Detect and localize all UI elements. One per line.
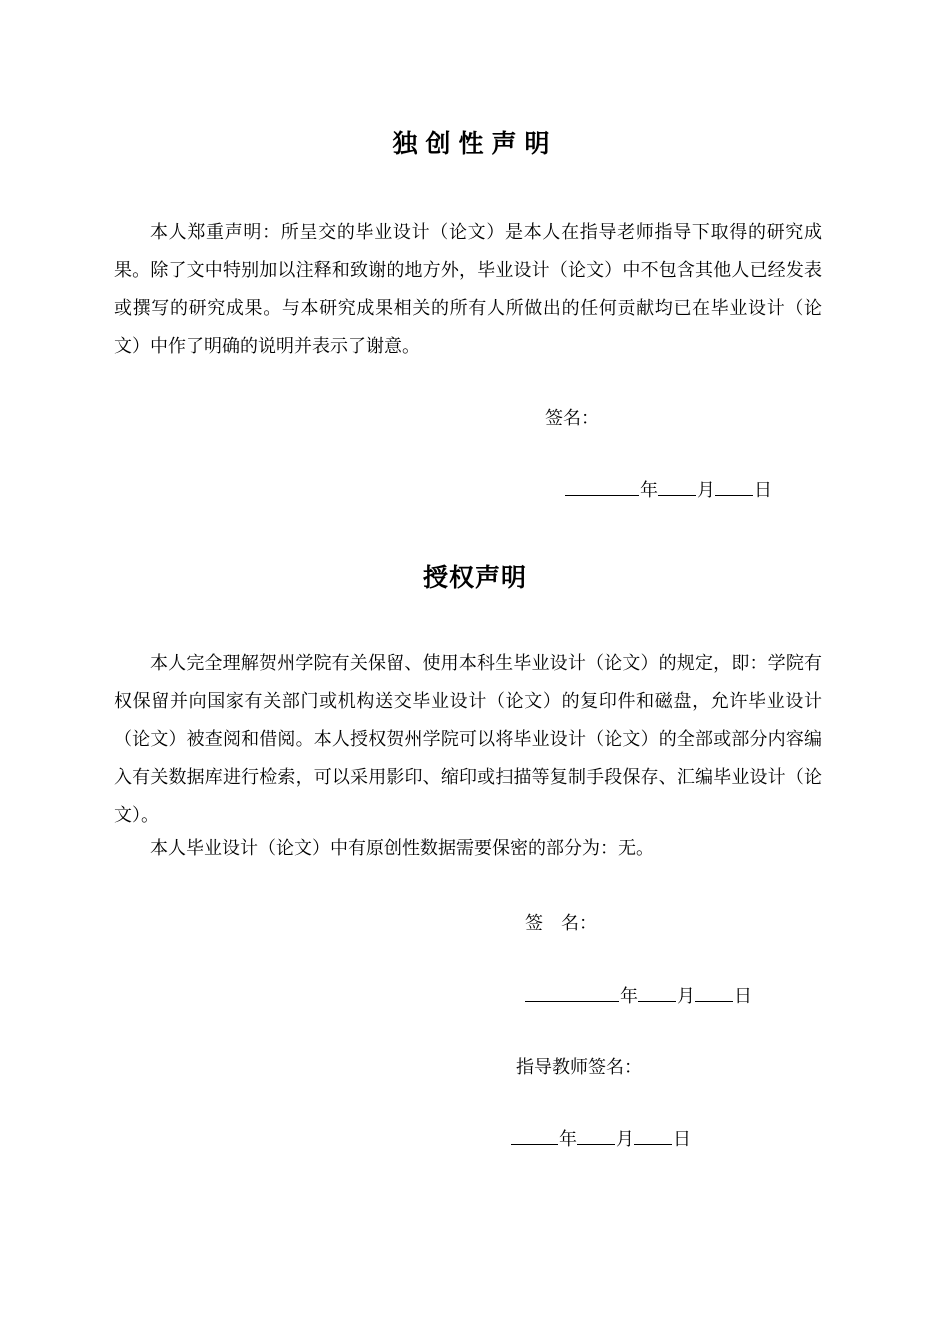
originality-title: 独创性声明: [392, 129, 558, 158]
month-blank: [638, 981, 676, 1002]
year-label: 年: [559, 1129, 577, 1150]
day-blank: [715, 475, 753, 496]
month-label: 月: [697, 480, 715, 501]
advisor-signature-label: 指导教师签名：: [516, 1057, 642, 1078]
year-blank: [525, 981, 619, 1002]
student-date-line: [525, 981, 752, 1008]
advisor-date-line: [511, 1124, 691, 1151]
author-signature-label: 签名：: [545, 408, 599, 429]
day-label: 日: [673, 1129, 691, 1150]
year-blank: [565, 475, 639, 496]
day-blank: [695, 981, 733, 1002]
confidential-statement: 本人毕业设计（论文）中有原创性数据需要保密的部分为：无。: [150, 838, 654, 859]
student-signature-label: 签 名：: [525, 913, 597, 934]
author-date-line: [565, 475, 772, 502]
day-label: 日: [754, 480, 772, 501]
year-label: 年: [640, 480, 658, 501]
authorization-title: 授权声明: [422, 563, 527, 592]
authorization-statement: 本人完全理解贺州学院有关保留、使用本科生毕业设计（论文）的规定，即：学院有权保留并向国家有关部门或机构送交毕业设计（论文）的复印件和磁盘，允许毕业设计（论文）被查阅和借阅。本人授权贺州学院可以将毕业设计（论文）的全部或部分内容编入有关数据库进行检索，可以采用影印、缩印或扫描等复制手段保存、汇编毕业设计（论文）。: [114, 653, 822, 826]
day-blank: [634, 1124, 672, 1145]
year-blank: [511, 1124, 558, 1145]
month-blank: [577, 1124, 615, 1145]
month-label: 月: [616, 1129, 634, 1150]
month-label: 月: [677, 986, 695, 1007]
originality-statement: 本人郑重声明：所呈交的毕业设计（论文）是本人在指导老师指导下取得的研究成果。除了文中特别加以注释和致谢的地方外，毕业设计（论文）中不包含其他人已经发表或撰写的研究成果。与本研究成果相关的所有人所做出的任何贡献均已在毕业设计（论文）中作了明确的说明并表示了谢意。: [114, 222, 822, 357]
month-blank: [658, 475, 696, 496]
year-label: 年: [620, 986, 638, 1007]
day-label: 日: [734, 986, 752, 1007]
